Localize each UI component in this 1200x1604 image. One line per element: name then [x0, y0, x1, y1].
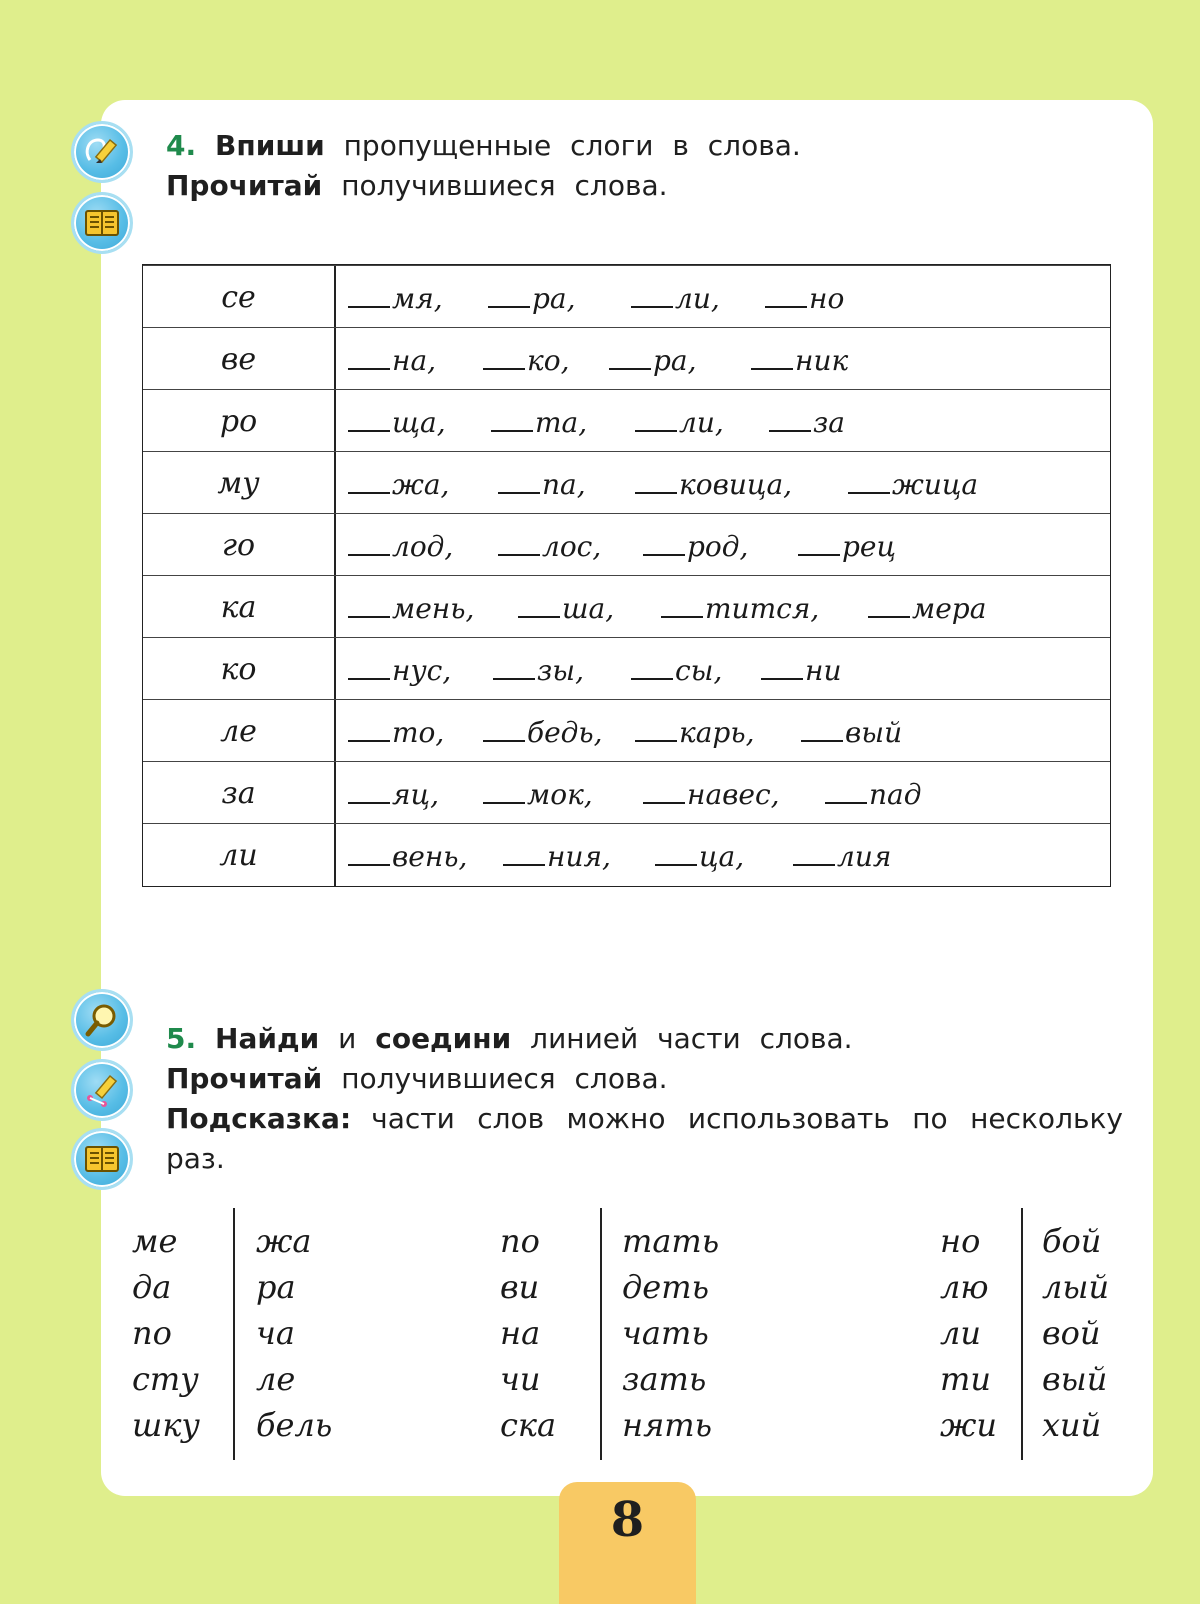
word-with-blank	[498, 530, 601, 563]
word-ending: тится,	[705, 592, 820, 625]
word-with-blank	[609, 344, 697, 377]
word-with-blank	[643, 778, 780, 811]
word-ending: на,	[392, 344, 437, 377]
word-ending: ша,	[562, 592, 615, 625]
word-ending: ко,	[527, 344, 570, 377]
word-ending: ния,	[547, 840, 611, 873]
word-part[interactable]: ли	[940, 1314, 981, 1352]
word-ending: ца,	[699, 840, 745, 873]
word-with-blank	[765, 282, 844, 315]
word-with-blank	[635, 468, 792, 501]
task4-instructions	[166, 126, 801, 206]
word-with-blank	[769, 406, 845, 439]
word-part[interactable]: ча	[256, 1314, 295, 1352]
task5-line1	[166, 1019, 1123, 1059]
task4-verb1: Впиши	[215, 129, 325, 162]
task5-verb3: Прочитай	[166, 1062, 323, 1095]
hint-word: слов	[477, 1102, 545, 1135]
word-ending: навес,	[687, 778, 780, 811]
syllable-row	[143, 575, 1110, 637]
word-with-blank	[348, 778, 439, 811]
word-with-blank	[348, 530, 453, 563]
word-ending: лия	[837, 840, 892, 873]
word-part[interactable]: ска	[500, 1406, 557, 1444]
blank-line[interactable]	[631, 286, 673, 308]
syllable-key: за	[221, 776, 256, 811]
word-ending: та,	[535, 406, 588, 439]
syllable-row	[143, 761, 1110, 823]
blank-line[interactable]	[498, 534, 540, 556]
word-part[interactable]: ти	[940, 1360, 991, 1398]
word-part[interactable]: чать	[622, 1314, 709, 1352]
word-part[interactable]: вый	[1042, 1360, 1108, 1398]
task4-text2: получившиеся слова.	[341, 169, 668, 202]
syllable-row	[143, 327, 1110, 389]
column-separator	[600, 1208, 602, 1460]
blank-line[interactable]	[348, 286, 390, 308]
word-part[interactable]: тать	[622, 1222, 720, 1260]
task5-line4	[166, 1139, 1123, 1179]
column-separator	[1021, 1208, 1023, 1460]
syllable-row	[143, 823, 1110, 885]
word-with-blank	[493, 654, 584, 687]
syllable-key: ле	[220, 714, 257, 749]
word-ending: пад	[869, 778, 922, 811]
word-with-blank	[498, 468, 586, 501]
blank-line[interactable]	[348, 658, 390, 680]
blank-line[interactable]	[518, 596, 560, 618]
word-with-blank	[868, 592, 986, 625]
word-ending: род,	[687, 530, 749, 563]
hint-word: нескольку	[970, 1102, 1123, 1135]
blank-line[interactable]	[348, 534, 390, 556]
word-with-blank	[348, 840, 467, 873]
task4-line1	[166, 126, 801, 166]
syllable-row	[143, 699, 1110, 761]
word-with-blank	[483, 344, 569, 377]
word-part[interactable]: ви	[500, 1268, 540, 1306]
blank-line[interactable]	[643, 534, 685, 556]
blank-line[interactable]	[643, 782, 685, 804]
word-with-blank	[518, 592, 614, 625]
word-part[interactable]: шку	[132, 1406, 200, 1444]
blank-line[interactable]	[493, 658, 535, 680]
word-part[interactable]: на	[500, 1314, 541, 1352]
task5-hint-label: Подсказка:	[166, 1102, 352, 1135]
word-with-blank	[825, 778, 921, 811]
word-with-blank	[348, 654, 451, 687]
blank-line[interactable]	[348, 410, 390, 432]
task5-hint-text	[371, 1099, 1123, 1139]
word-ending: карь,	[679, 716, 755, 749]
hint-word: части	[371, 1102, 455, 1135]
blank-line[interactable]	[483, 348, 525, 370]
task5-instructions	[166, 1019, 1123, 1179]
word-part[interactable]: зать	[622, 1360, 707, 1398]
blank-line[interactable]	[825, 782, 867, 804]
word-part[interactable]: вой	[1042, 1314, 1101, 1352]
blank-line[interactable]	[483, 720, 525, 742]
syllable-key: ли	[219, 838, 258, 873]
blank-line[interactable]	[655, 844, 697, 866]
word-with-blank	[631, 282, 720, 315]
syllable-row	[143, 389, 1110, 451]
word-ending: ща,	[392, 406, 446, 439]
word-ending: ни	[805, 654, 842, 687]
blank-line[interactable]	[761, 658, 803, 680]
word-ending: ник	[795, 344, 849, 377]
task4-number: 4.	[166, 129, 197, 162]
word-with-blank	[348, 406, 446, 439]
word-part-column	[1042, 1218, 1109, 1448]
task5-verb2: соедини	[375, 1022, 512, 1055]
word-ending: за	[813, 406, 845, 439]
word-ending: мень,	[392, 592, 475, 625]
blank-line[interactable]	[798, 534, 840, 556]
word-with-blank	[848, 468, 978, 501]
syllable-row	[143, 265, 1110, 327]
word-ending: но	[809, 282, 845, 315]
word-ending: мя,	[392, 282, 443, 315]
word-ending: ковица,	[679, 468, 793, 501]
blank-line[interactable]	[609, 348, 651, 370]
syllable-row	[143, 637, 1110, 699]
word-with-blank	[348, 468, 449, 501]
blank-line[interactable]	[769, 410, 811, 432]
word-with-blank	[661, 592, 819, 625]
word-ending: вый	[845, 716, 903, 749]
word-ending: па,	[542, 468, 586, 501]
page-number-tab	[559, 1482, 696, 1604]
syllable-key: ко	[220, 652, 257, 687]
word-part[interactable]: чи	[500, 1360, 541, 1398]
task4-line2	[166, 166, 801, 206]
blank-line[interactable]	[488, 286, 530, 308]
blank-line[interactable]	[635, 472, 677, 494]
syllable-key: ве	[220, 342, 257, 377]
word-with-blank	[488, 282, 576, 315]
word-with-blank	[793, 840, 891, 873]
word-with-blank	[348, 344, 436, 377]
word-ending: ли,	[675, 282, 720, 315]
syllable-row	[143, 513, 1110, 575]
word-ending: то,	[392, 716, 445, 749]
blank-line[interactable]	[868, 596, 910, 618]
blank-line[interactable]	[793, 844, 835, 866]
word-part-column	[500, 1218, 556, 1448]
word-part-column	[940, 1218, 997, 1448]
read-book-icon	[71, 1128, 133, 1190]
word-with-blank	[798, 530, 896, 563]
word-ending: мок,	[527, 778, 593, 811]
blank-line[interactable]	[348, 348, 390, 370]
word-ending: зы,	[537, 654, 584, 687]
word-part[interactable]: лю	[940, 1268, 989, 1306]
blank-line[interactable]	[498, 472, 540, 494]
column-separator	[233, 1208, 235, 1460]
task5-text2: получившиеся слова.	[341, 1062, 668, 1095]
word-ending: нус,	[392, 654, 452, 687]
task4-verb2: Прочитай	[166, 169, 323, 202]
word-with-blank	[801, 716, 902, 749]
blank-line[interactable]	[635, 410, 677, 432]
word-with-blank	[483, 716, 603, 749]
word-part[interactable]: по	[132, 1314, 172, 1352]
read-book-icon	[71, 192, 133, 254]
word-ending: ли,	[679, 406, 724, 439]
word-part[interactable]: бель	[256, 1406, 333, 1444]
word-ending: мера	[912, 592, 987, 625]
syllable-row	[143, 451, 1110, 513]
word-with-blank	[483, 778, 593, 811]
blank-line[interactable]	[491, 410, 533, 432]
word-ending: рец	[842, 530, 897, 563]
blank-line[interactable]	[503, 844, 545, 866]
word-with-blank	[635, 716, 754, 749]
word-with-blank	[655, 840, 744, 873]
word-part-column	[132, 1218, 200, 1448]
word-part[interactable]: да	[132, 1268, 172, 1306]
blank-line[interactable]	[848, 472, 890, 494]
blank-line[interactable]	[348, 720, 390, 742]
blank-line[interactable]	[348, 844, 390, 866]
word-part[interactable]: хий	[1042, 1406, 1102, 1444]
blank-line[interactable]	[348, 782, 390, 804]
syllable-key: ро	[219, 404, 258, 439]
word-part[interactable]: по	[500, 1222, 540, 1260]
word-with-blank	[348, 592, 474, 625]
task5-conj: и	[338, 1022, 357, 1055]
task5-line3	[166, 1099, 1123, 1139]
word-part[interactable]: деть	[622, 1268, 709, 1306]
blank-line[interactable]	[631, 658, 673, 680]
word-part[interactable]: лый	[1042, 1268, 1110, 1306]
page-number: 8	[610, 1492, 645, 1548]
blank-line[interactable]	[483, 782, 525, 804]
write-icon	[71, 121, 133, 183]
word-ending: ра,	[532, 282, 576, 315]
blank-line[interactable]	[661, 596, 703, 618]
word-part[interactable]: но	[940, 1222, 981, 1260]
blank-line[interactable]	[801, 720, 843, 742]
task5-verb1: Найди	[215, 1022, 320, 1055]
task5-line2	[166, 1059, 1123, 1099]
connect-line-icon	[71, 1059, 133, 1121]
word-part-column	[622, 1218, 719, 1448]
word-ending: яц,	[392, 778, 439, 811]
word-with-blank	[631, 654, 722, 687]
word-with-blank	[751, 344, 848, 377]
word-with-blank	[761, 654, 841, 687]
word-part[interactable]: жи	[940, 1406, 997, 1444]
word-part[interactable]: бой	[1042, 1222, 1102, 1260]
word-part[interactable]: ра	[256, 1268, 296, 1306]
word-ending: ра,	[653, 344, 697, 377]
word-ending: лос,	[542, 530, 602, 563]
blank-line[interactable]	[635, 720, 677, 742]
word-with-blank	[348, 716, 444, 749]
word-part[interactable]: ме	[132, 1222, 178, 1260]
hint-word: можно	[566, 1102, 666, 1135]
word-with-blank	[643, 530, 748, 563]
blank-line[interactable]	[348, 472, 390, 494]
blank-line[interactable]	[751, 348, 793, 370]
word-ending: жица	[892, 468, 979, 501]
word-ending: бедь,	[527, 716, 603, 749]
word-ending: вень,	[392, 840, 468, 873]
syllable-key: го	[221, 528, 256, 563]
word-part[interactable]: сту	[132, 1360, 199, 1398]
syllable-table	[142, 264, 1111, 887]
word-with-blank	[635, 406, 724, 439]
syllable-key: ка	[220, 590, 257, 625]
word-with-blank	[491, 406, 587, 439]
hint-word: по	[912, 1102, 948, 1135]
blank-line[interactable]	[348, 596, 390, 618]
blank-line[interactable]	[765, 286, 807, 308]
word-part-column	[256, 1218, 332, 1448]
task4-text1: пропущенные слоги в слова.	[343, 129, 801, 162]
word-with-blank	[348, 282, 443, 315]
word-part[interactable]: нять	[622, 1406, 713, 1444]
magnifier-icon	[71, 989, 133, 1051]
task5-text1: линией части слова.	[530, 1022, 853, 1055]
task5-number: 5.	[166, 1022, 197, 1055]
word-with-blank	[503, 840, 611, 873]
syllable-key: му	[217, 466, 260, 501]
word-ending: жа,	[392, 468, 450, 501]
hint-word: использовать	[687, 1102, 890, 1135]
task5-hint-text-end: раз.	[166, 1142, 225, 1175]
word-part[interactable]: жа	[256, 1222, 312, 1260]
word-ending: сы,	[675, 654, 723, 687]
word-ending: лод,	[392, 530, 454, 563]
syllable-key: се	[221, 280, 256, 315]
word-part[interactable]: ле	[256, 1360, 296, 1398]
